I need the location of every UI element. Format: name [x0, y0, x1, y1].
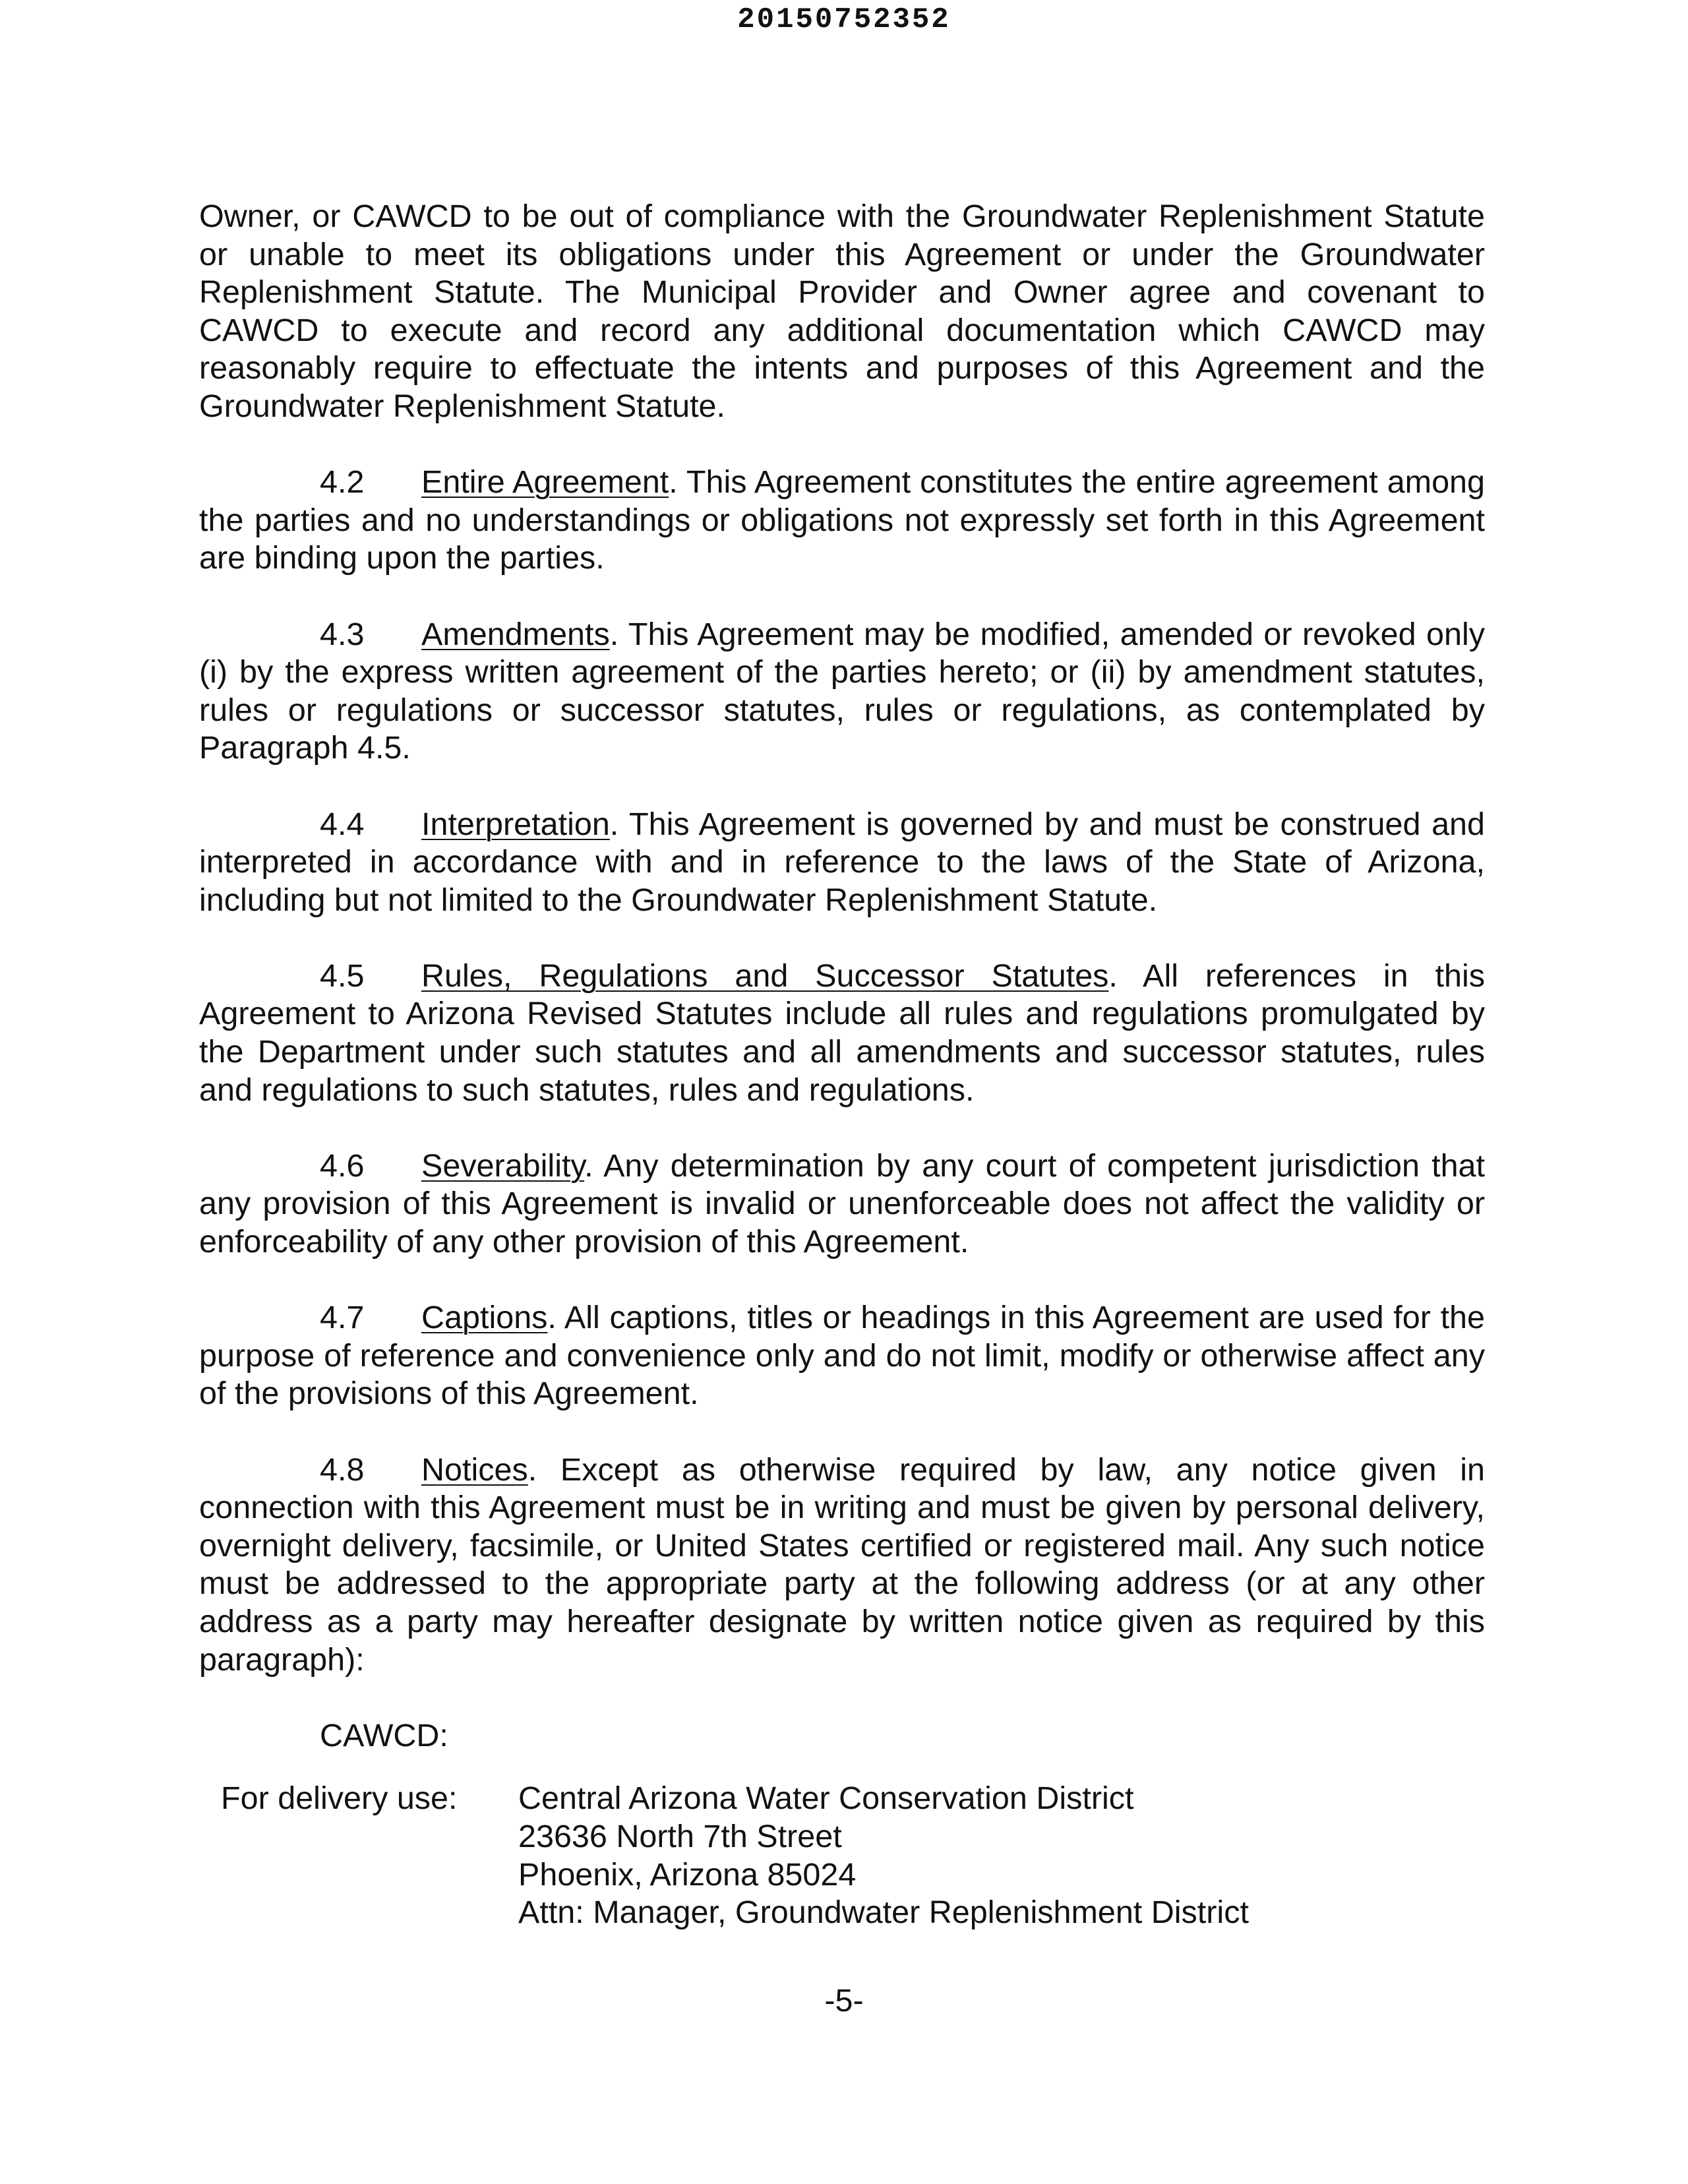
section-number: 4.2 [320, 464, 365, 501]
section-number: 4.4 [320, 806, 365, 842]
section-4-5 [199, 957, 1485, 1109]
section-text: . This Agreement is governed by and must be construed and interpreted in accordance with and in reference to the laws of the State of Arizona, including but not limited to the Groundwater Replenishment Statute. [199, 806, 1485, 918]
section-number: 4.5 [320, 957, 365, 994]
document-body [199, 198, 1485, 1938]
section-number: 4.6 [320, 1147, 365, 1184]
section-text: . Except as otherwise required by law, any notice given in connection with this Agreement must be in writing and must be given by personal delivery, overnight delivery, facsimile, or United States certified or registered mail. Any such notice must be addressed to the appropriate party at the following address (or at any other address as a party may hereafter designate by written notice given as required by this paragraph): [199, 1451, 1485, 1678]
section-text: . All captions, titles or headings in this Agreement are used for the purpose of reference and convenience only and do not limit, modify or otherwise affect any of the provisions of this Agreement. [199, 1300, 1485, 1412]
delivery-block [199, 1780, 1485, 1938]
section-4-8 [199, 1451, 1485, 1680]
page-number: -5- [824, 1983, 864, 2018]
section-heading: Entire Agreement [421, 464, 669, 501]
section-number: 4.3 [320, 616, 365, 652]
document-number: 20150752352 [737, 3, 951, 36]
section-text: . Any determination by any court of competent jurisdiction that any provision of this Agreement is invalid or unenforceable does not affect the validity or enforceability of any other provision of this Agreement. [199, 1147, 1485, 1260]
section-4-2 [199, 464, 1485, 578]
delivery-label: For delivery use: [221, 1780, 458, 1817]
section-heading: Interpretation [421, 806, 610, 842]
section-heading: Captions [421, 1300, 548, 1336]
address-line: Central Arizona Water Conservation District [518, 1780, 1134, 1817]
section-4-3 [199, 616, 1485, 768]
notice-party-label: CAWCD: [320, 1717, 448, 1753]
section-4-4 [199, 806, 1485, 920]
section-number: 4.7 [320, 1300, 365, 1336]
section-heading: Notices [421, 1451, 528, 1488]
intro-paragraph: Owner, or CAWCD to be out of compliance with the Groundwater Replenishment Statute or unable to meet its obligations under this Agreement or under the Groundwater Replenishment Statute. The Municipal Provider and Owner agree and covenant to CAWCD to execute and record any additional documentation which CAWCD may reasonably require to effectuate the intents and purposes of this Agreement and the Groundwater Replenishment Statute. [199, 198, 1485, 424]
section-heading: Amendments [421, 616, 610, 652]
section-4-7 [199, 1299, 1485, 1413]
section-text: . This Agreement constitutes the entire agreement among the parties and no understandings or obligations not expressly set forth in this Agreement are binding upon the parties. [199, 464, 1485, 576]
section-text: . This Agreement may be modified, amended or revoked only (i) by the express written agreement of the parties hereto; or (ii) by amendment statutes, rules or regulations or successor statutes, rules or regulations, as contemplated by Paragraph 4.5. [199, 616, 1485, 766]
address-line: Attn: Manager, Groundwater Replenishment District [518, 1895, 1249, 1931]
section-text: . All references in this Agreement to Arizona Revised Statutes include all rules and regulations promulgated by the Department under such statutes and all amendments and successor statutes, rules and regulations to such statutes, rules and regulations. [199, 957, 1486, 1108]
notice-address [518, 1780, 1249, 1931]
section-heading: Rules, Regulations and Successor Statutes [421, 957, 1109, 994]
section-number: 4.8 [320, 1451, 365, 1488]
section-4-6 [199, 1147, 1485, 1261]
address-line: 23636 North 7th Street [518, 1818, 842, 1854]
address-line: Phoenix, Arizona 85024 [518, 1856, 857, 1893]
section-heading: Severability [421, 1147, 585, 1184]
